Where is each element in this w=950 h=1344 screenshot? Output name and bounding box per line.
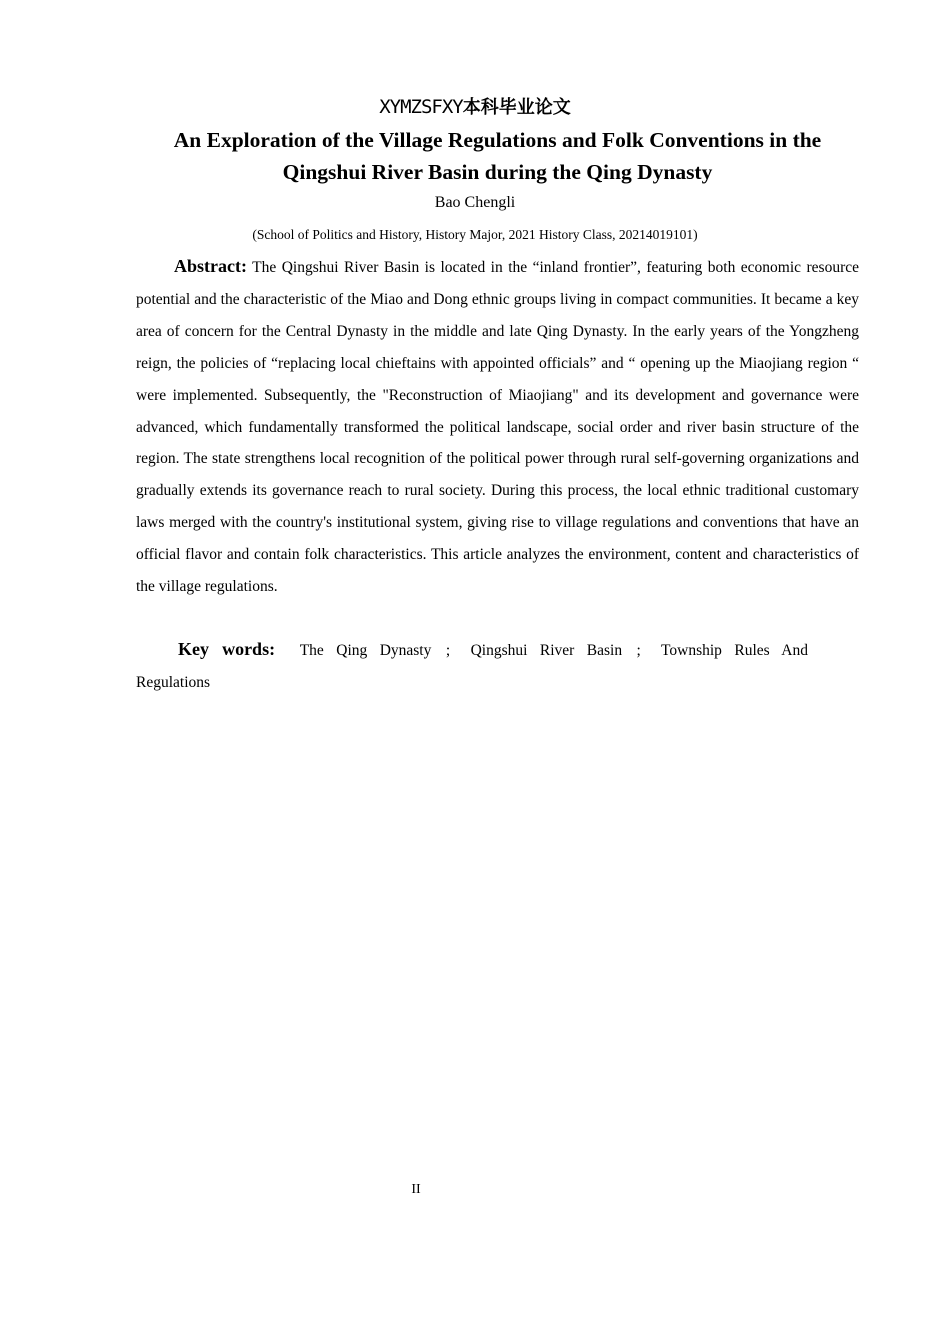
paper-title-line-2: Qingshui River Basin during the Qing Dynasty	[282, 160, 713, 184]
page-number: II	[411, 1182, 421, 1197]
abstract-paragraph	[136, 251, 859, 603]
keyword-separator: ;	[636, 642, 641, 659]
author-affiliation: (School of Politics and History, History Major, 2021 History Class, 20214019101)	[252, 227, 698, 242]
keywords-label: Key words:	[178, 639, 276, 659]
header-code: XYMZSFXY	[379, 96, 463, 118]
paper-title	[136, 124, 859, 188]
keyword-item: Township Rules And Regulations	[136, 642, 808, 691]
keyword-item: The Qing Dynasty	[299, 642, 432, 659]
author-name: Bao Chengli	[434, 194, 516, 211]
abstract-text: The Qingshui River Basin is located in the “inland frontier”, featuring both economic resource potential and the characteristic of the Miao and Dong ethnic groups living in compact communities. It became a key area of concern for the Central Dynasty in the middle and late Qing Dynasty. In the early years of the Yongzheng reign, the policies of “replacing local chieftains with appointed officials” and “ opening up the Miaojiang region “ were implemented. Subsequently, the "Reconstruction of Miaojiang" and its development and governance were advanced, which fundamentally transformed the political landscape, social order and river basin structure of the region. The state strengthens local recognition of the political power through rural self-governing organizations and gradually extends its governance reach to rural society. During this process, the local ethnic traditional customary laws merged with the country's institutional system, giving rise to village regulations and conventions that have an official flavor and contain folk characteristics. This article analyzes the environment, content and characteristics of the village regulations.	[136, 259, 859, 596]
thesis-header	[0, 94, 950, 121]
keyword-separator: ;	[445, 642, 451, 659]
keyword-item: Qingshui River Basin	[470, 642, 623, 659]
keywords-paragraph	[136, 634, 808, 698]
paper-title-line-1: An Exploration of the Village Regulations and Folk Conventions in the	[173, 128, 822, 152]
header-label-cn: 本科毕业论文	[462, 97, 571, 118]
abstract-label: Abstract:	[174, 256, 247, 276]
